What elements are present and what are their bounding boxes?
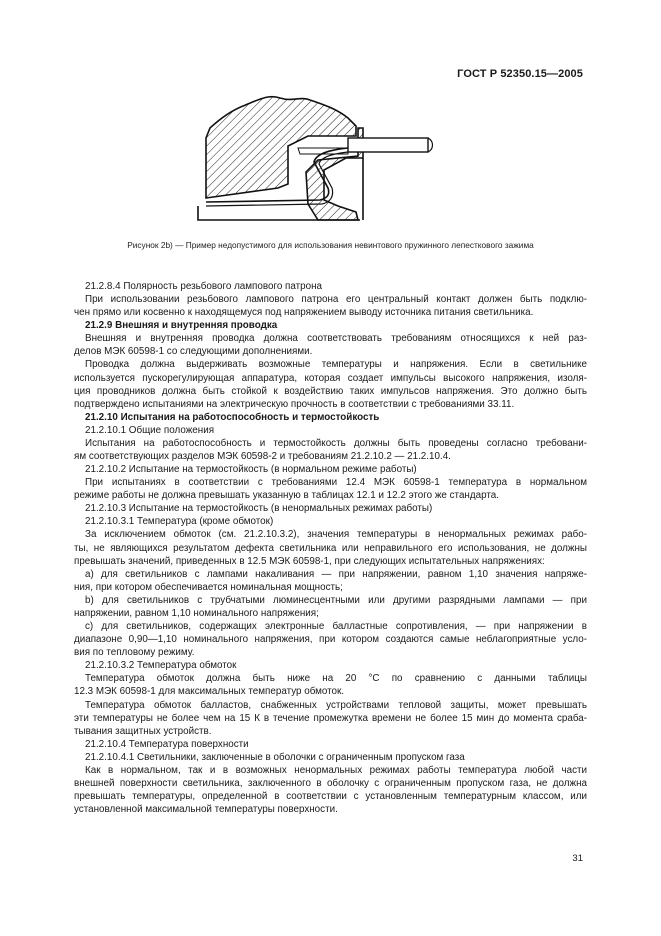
paragraph-line: используется пускорегулирующая аппаратура, которая создает импульсы высокого напряжения, изоля-	[74, 372, 587, 384]
section-heading: 21.2.8.4 Полярность резьбового лампового патрона	[85, 281, 322, 292]
paragraph-line: 12.3 МЭК 60598-1 для максимальных температур обмоток.	[74, 686, 345, 698]
section-heading: 21.2.9 Внешняя и внутренняя проводка	[85, 320, 278, 332]
paragraph-line: делов МЭК 60598-1 со следующими дополнениями.	[74, 346, 313, 358]
list-item: c) для светильников, содержащих электронные балластные сопротивления, — при напряжении в	[85, 621, 587, 633]
clamp-figure	[188, 88, 438, 228]
paragraph-line: Проводка должна выдерживать возможные температуры и напряжения. Если в светильнике	[85, 359, 587, 371]
section-heading: 21.2.10.3 Испытание на термостойкость (в ненормальных режимах работы)	[85, 503, 433, 515]
list-item-continuation: диапазоне 0,90—1,10 номинального напряжения, при котором создаются самые неблагоприятные усло-	[74, 634, 587, 646]
paragraph-line: Испытания на работоспособность и термостойкость должны быть проведены согласно требовани-	[85, 437, 587, 449]
paragraph-line: Температура обмоток должна быть ниже на 20 °С по сравнению с данными таблицы	[85, 673, 587, 685]
paragraph-line: ты, не являющихся результатом дефекта светильника или неправильного его использования, не должны	[74, 542, 587, 554]
paragraph-line: При использовании резьбового лампового патрона его центральный контакт должен быть подклю-	[85, 294, 587, 306]
list-item-continuation: ния, при котором обеспечивается номинальная мощность;	[74, 581, 343, 593]
paragraph-line: установленной максимальной температуры поверхности.	[74, 804, 338, 816]
list-item: a) для светильников с лампами накаливания — при напряжении, равном 1,10 значения напряже-	[85, 568, 587, 580]
paragraph-line: режиме работы не должна превышать указанную в таблицах 12.1 и 12.2 этого же стандарта.	[74, 490, 499, 502]
body-hatched-section	[206, 97, 356, 198]
list-item-continuation: напряжении, равном 1,10 номинального напряжения;	[74, 607, 319, 619]
paragraph-line: подтверждено испытаниями на электрическую прочность в соответствии с требованиями 33.11.	[74, 398, 515, 410]
paragraph-line: превышать температуры, определенной в соответствии с установленным температурным классом, или	[74, 791, 587, 803]
list-item: b) для светильников с трубчатыми люминесцентными или другими разрядными лампами — при	[85, 594, 587, 606]
paragraph-line: За исключением обмоток (см. 21.2.10.3.2), значения температуры в ненормальных режимах рабо-	[85, 529, 587, 541]
list-item-continuation: вия по тепловому режиму.	[74, 647, 195, 659]
paragraph-line: Температура обмоток балластов, снабженных устройствами тепловой защиты, может превышать	[85, 699, 587, 711]
paragraph-line: Как в нормальном, так и в возможных ненормальных режимах работы температура любой части	[85, 764, 587, 776]
section-heading: 21.2.10.2 Испытание на термостойкость (в нормальном режиме работы)	[85, 464, 417, 476]
section-heading: 21.2.10.4 Температура поверхности	[85, 738, 249, 750]
document-body	[74, 280, 587, 816]
paragraph-line: ям соответствующих разделов МЭК 60598-2 и требованиям 21.2.10.2 — 21.2.10.4.	[74, 451, 451, 463]
paragraph-line: эти температуры не более чем на 15 К в течение промежутка времени не более 15 мин до момента сраба-	[74, 712, 587, 724]
paragraph-line: чен прямо или косвенно к находящемуся под напряжением выводу источника питания светильника.	[74, 307, 534, 319]
paragraph-line: внешней поверхности светильника, заключенного в оболочку с ограниченным пропуском газа, не должна	[74, 777, 587, 789]
paragraph-line: Внешняя и внутренняя проводка должна соответствовать требованиям относящихся к ней раз-	[85, 333, 587, 345]
paragraph-line: ция проводников должна быть стойкой к воздействию таких импульсов напряжения. Это должно быть	[74, 385, 587, 397]
section-heading: 21.2.10.4.1 Светильники, заключенные в оболочки с ограниченным пропуском газа	[85, 751, 465, 763]
figure-caption: Рисунок 2b) — Пример недопустимого для использования невинтового пружинного лепесткового зажима	[127, 240, 534, 250]
standard-number: ГОСТ Р 52350.15—2005	[457, 68, 583, 80]
section-heading: 21.2.10 Испытания на работоспособность и термостойкость	[85, 411, 380, 423]
paragraph-line: тывания защитных устройств.	[74, 725, 212, 737]
wire	[348, 138, 428, 152]
section-heading: 21.2.10.3.2 Температура обмоток	[85, 660, 237, 672]
page-number: 31	[572, 853, 583, 864]
paragraph-line: превышать значений, приведенных в 12.5 МЭК 60598-1, при следующих испытательных напряжениях:	[74, 555, 545, 567]
section-heading: 21.2.10.3.1 Температура (кроме обмоток)	[85, 516, 274, 528]
section-heading: 21.2.10.1 Общие положения	[85, 424, 215, 436]
paragraph-line: При испытаниях в соответствии с требованиями 12.4 МЭК 60598-1 температура в нормальном	[85, 477, 587, 489]
